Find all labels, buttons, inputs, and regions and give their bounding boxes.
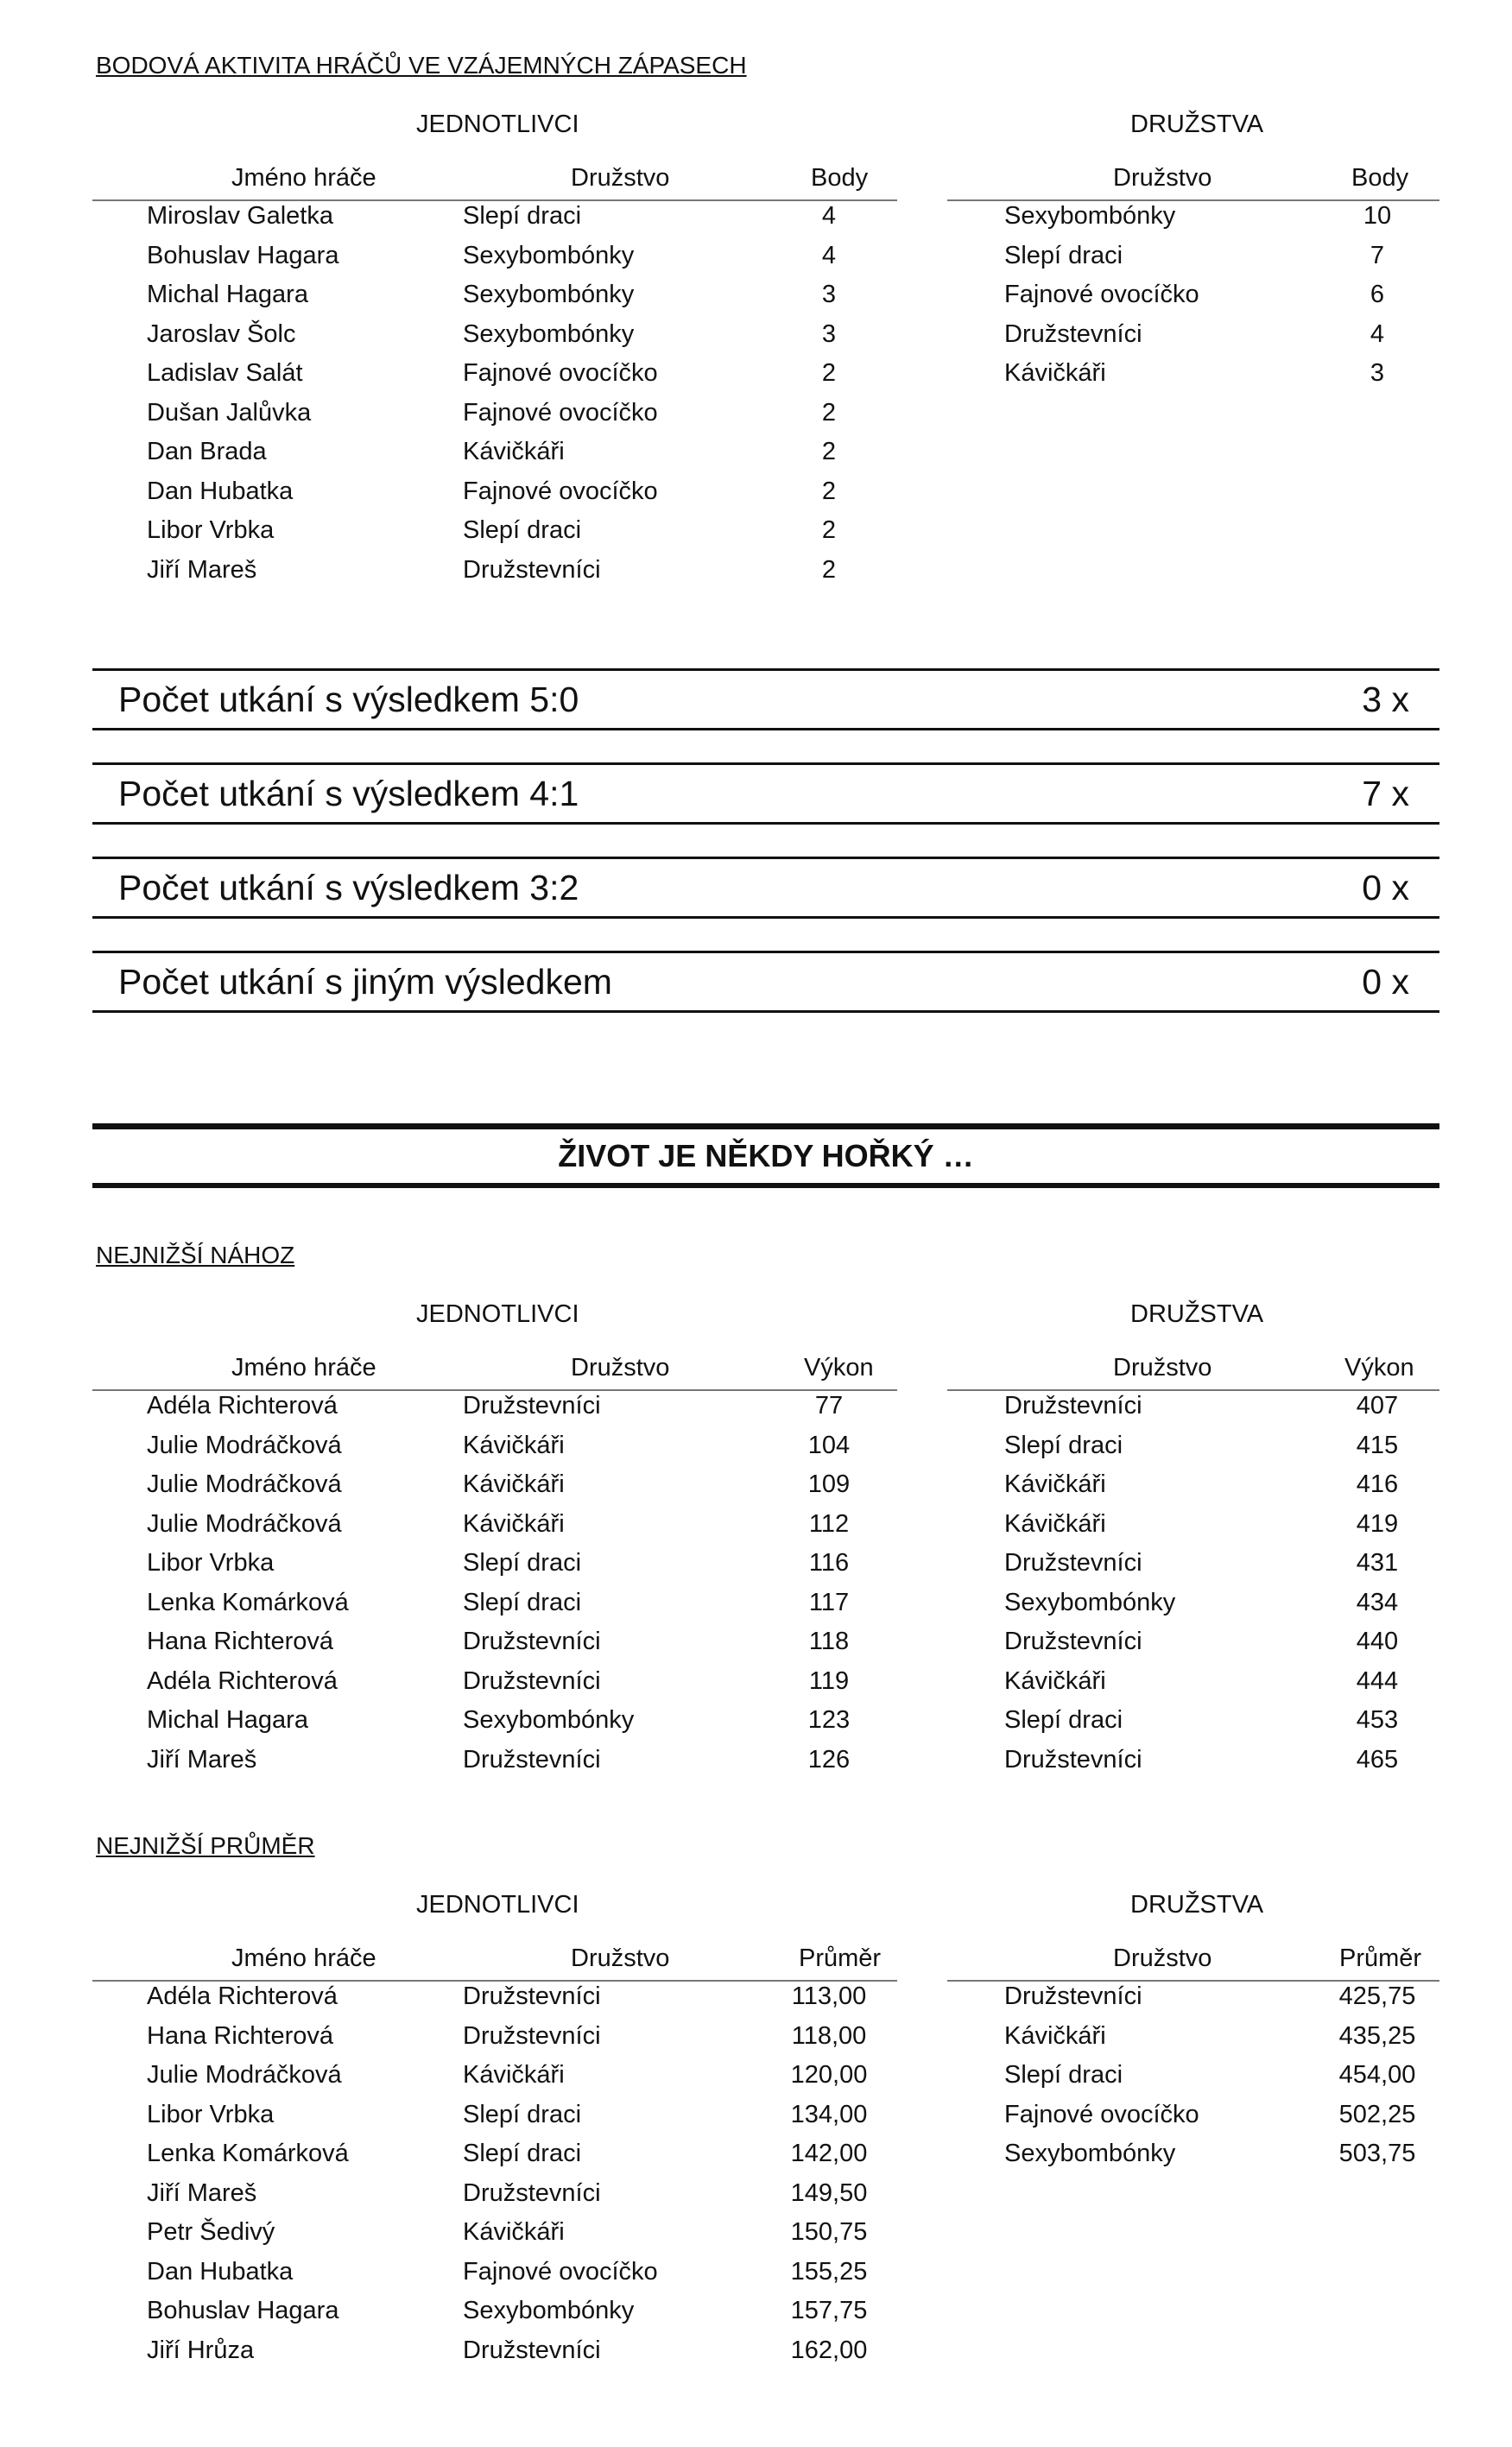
header-rule [947,1980,1439,1982]
row-team: Sexybombónky [1004,1588,1176,1616]
row-team: Družstevníci [463,1982,601,2010]
row-value: 2 [821,516,837,544]
row-team: Fajnové ovocíčko [1004,2100,1199,2128]
row-value: 3 [1370,359,1385,387]
row-name: Dan Brada [147,438,267,465]
row-value: 142,00 [790,2140,868,2167]
row-value: 4 [821,241,837,269]
col-header-team: Družstvo [1113,1944,1212,1972]
row-value: 77 [814,1392,844,1420]
header-rule [947,1389,1439,1391]
section-title-points: BODOVÁ AKTIVITA HRÁČŮ VE VZÁJEMNÝCH ZÁPASECH [96,52,747,79]
row-value: 4 [821,202,837,230]
row-value: 109 [807,1470,851,1498]
row-value: 453 [1356,1706,1399,1734]
row-team: Družstevníci [463,1745,601,1774]
row-value: 465 [1356,1745,1399,1774]
col-header-team: Družstvo [1113,164,1212,192]
row-name: Julie Modráčková [147,1470,342,1498]
row-team: Družstevníci [463,2336,601,2364]
count-value: 0 x [1362,962,1409,1002]
row-value: 431 [1356,1549,1399,1577]
header-rule [947,199,1439,201]
row-team: Fajnové ovocíčko [463,398,658,427]
row-name: Jiří Mareš [147,555,257,584]
row-name: Libor Vrbka [147,2100,275,2128]
banner [92,1123,1439,1188]
row-value: 435,25 [1338,2021,1416,2050]
row-name: Michal Hagara [147,1706,308,1734]
row-name: Jiří Mareš [147,2178,257,2207]
row-team: Slepí draci [1004,1431,1123,1459]
col-header-value: Průměr [1339,1944,1422,1972]
row-team: Sexybombónky [463,2297,635,2324]
row-value: 502,25 [1338,2100,1416,2128]
row-team: Slepí draci [463,2100,582,2128]
count-label: Počet utkání s jiným výsledkem [118,962,612,1002]
count-label: Počet utkání s výsledkem 3:2 [118,868,579,907]
row-value: 157,75 [790,2297,868,2324]
section-title-lowest-average: NEJNIŽŠÍ PRŮMĚR [96,1832,315,1859]
row-value: 2 [821,359,837,387]
row-name: Bohuslav Hagara [147,241,339,269]
row-name: Julie Modráčková [147,1509,342,1538]
group-label-teams: DRUŽSTVA [1130,1300,1264,1328]
row-name: Dan Hubatka [147,477,294,505]
row-team: Družstevníci [463,1628,601,1655]
row-value: 113,00 [791,1982,867,2010]
row-team: Kávičkáři [463,1431,565,1459]
row-name: Julie Modráčková [147,1431,342,1459]
row-name: Lenka Komárková [147,2140,349,2167]
row-team: Kávičkáři [463,2218,565,2246]
row-team: Družstevníci [1004,1982,1142,2010]
row-value: 162,00 [790,2336,868,2364]
row-team: Družstevníci [1004,1392,1142,1420]
row-team: Slepí draci [1004,241,1123,269]
row-value: 104 [807,1431,851,1459]
row-value: 3 [821,319,837,348]
row-team: Družstevníci [463,2021,601,2050]
row-value: 119 [808,1666,850,1695]
col-header-value: Body [1351,164,1409,192]
col-header-name: Jméno hráče [231,164,376,192]
row-value: 419 [1356,1509,1399,1538]
row-team: Slepí draci [1004,1706,1123,1734]
row-value: 407 [1356,1392,1399,1420]
row-value: 6 [1370,281,1385,308]
row-value: 112 [808,1509,850,1538]
group-label-individuals: JEDNOTLIVCI [416,111,579,138]
count-label: Počet utkání s výsledkem 4:1 [118,774,579,813]
row-team: Kávičkáři [1004,1509,1106,1538]
row-value: 4 [1370,319,1385,348]
count-value: 3 x [1362,680,1409,719]
count-value: 0 x [1362,868,1409,907]
col-header-name: Jméno hráče [231,1944,376,1972]
row-team: Kávičkáři [463,1470,565,1498]
row-team: Sexybombónky [463,281,635,308]
row-name: Ladislav Salát [147,359,303,387]
row-team: Slepí draci [463,2140,582,2167]
row-team: Kávičkáři [1004,1666,1106,1695]
row-team: Družstevníci [1004,319,1142,348]
header-rule [92,199,897,201]
row-team: Družstevníci [1004,1745,1142,1774]
row-value: 3 [821,281,837,308]
col-header-value: Výkon [804,1354,874,1382]
row-team: Fajnové ovocíčko [463,477,658,505]
row-value: 118 [808,1628,850,1655]
row-team: Družstevníci [463,1392,601,1420]
row-value: 118,00 [791,2021,867,2050]
row-value: 454,00 [1338,2061,1416,2089]
row-name: Petr Šedivý [147,2218,275,2246]
row-team: Družstevníci [1004,1628,1142,1655]
count-label: Počet utkání s výsledkem 5:0 [118,680,579,719]
header-rule [92,1389,897,1391]
row-value: 7 [1370,241,1385,269]
row-team: Slepí draci [463,1588,582,1616]
row-team: Sexybombónky [463,319,635,348]
row-team: Fajnové ovocíčko [463,359,658,387]
col-header-name: Jméno hráče [231,1354,376,1382]
header-rule [92,1980,897,1982]
group-label-individuals: JEDNOTLIVCI [416,1300,579,1328]
row-value: 440 [1356,1628,1399,1655]
col-header-value: Výkon [1344,1354,1414,1382]
section-title-lowest-throw: NEJNIŽŠÍ NÁHOZ [96,1242,295,1268]
group-label-individuals: JEDNOTLIVCI [416,1891,579,1919]
row-name: Miroslav Galetka [147,202,333,230]
row-value: 2 [821,477,837,505]
group-label-teams: DRUŽSTVA [1130,1891,1264,1919]
banner-text: ŽIVOT JE NĚKDY HOŘKÝ … [558,1138,974,1173]
row-team: Kávičkáři [463,2061,565,2089]
row-value: 415 [1356,1431,1399,1459]
row-team: Družstevníci [1004,1549,1142,1577]
row-value: 150,75 [790,2218,868,2246]
col-header-team: Družstvo [1113,1354,1212,1382]
row-name: Dan Hubatka [147,2257,294,2286]
row-value: 434 [1356,1588,1399,1616]
row-team: Kávičkáři [1004,359,1106,387]
row-name: Hana Richterová [147,2021,333,2050]
row-value: 126 [807,1745,851,1774]
count-value: 7 x [1362,774,1409,813]
row-team: Slepí draci [463,202,582,230]
row-name: Jaroslav Šolc [147,319,296,348]
row-team: Sexybombónky [463,1706,635,1734]
row-name: Dušan Jalůvka [147,398,312,427]
col-header-value: Body [811,164,869,192]
row-name: Julie Modráčková [147,2061,342,2089]
row-team: Sexybombónky [1004,2140,1176,2167]
col-header-team: Družstvo [571,1354,670,1382]
row-team: Sexybombónky [1004,202,1176,230]
row-team: Slepí draci [463,1549,582,1577]
row-team: Družstevníci [463,2178,601,2207]
count-row-other [92,951,1439,1013]
row-name: Adéla Richterová [147,1982,338,2010]
row-value: 134,00 [790,2100,868,2128]
col-header-team: Družstvo [571,164,670,192]
count-row-3-2 [92,857,1439,919]
col-header-team: Družstvo [571,1944,670,1972]
row-team: Slepí draci [463,516,582,544]
row-team: Kávičkáři [463,438,565,465]
row-value: 416 [1356,1470,1399,1498]
row-value: 503,75 [1338,2140,1416,2167]
row-value: 117 [808,1588,850,1616]
row-team: Kávičkáři [1004,1470,1106,1498]
count-row-4-1 [92,762,1439,825]
row-value: 2 [821,555,837,584]
group-label-teams: DRUŽSTVA [1130,111,1264,138]
count-row-5-0 [92,668,1439,730]
row-team: Fajnové ovocíčko [1004,281,1199,308]
row-team: Sexybombónky [463,241,635,269]
row-name: Hana Richterová [147,1628,333,1655]
row-value: 123 [807,1706,851,1734]
row-name: Jiří Hrůza [147,2336,255,2364]
row-name: Libor Vrbka [147,1549,275,1577]
row-value: 120,00 [790,2061,868,2089]
row-value: 149,50 [790,2178,868,2207]
row-team: Slepí draci [1004,2061,1123,2089]
row-value: 2 [821,398,837,427]
row-name: Adéla Richterová [147,1392,338,1420]
row-name: Libor Vrbka [147,516,275,544]
col-header-value: Průměr [799,1944,882,1972]
row-value: 425,75 [1338,1982,1416,2010]
row-name: Lenka Komárková [147,1588,349,1616]
row-team: Družstevníci [463,1666,601,1695]
row-value: 10 [1363,202,1392,230]
row-team: Fajnové ovocíčko [463,2257,658,2286]
row-name: Michal Hagara [147,281,308,308]
row-team: Kávičkáři [1004,2021,1106,2050]
row-name: Adéla Richterová [147,1666,338,1695]
row-value: 155,25 [790,2257,868,2286]
row-name: Bohuslav Hagara [147,2297,339,2324]
row-value: 444 [1356,1666,1399,1695]
row-team: Družstevníci [463,555,601,584]
row-team: Kávičkáři [463,1509,565,1538]
row-name: Jiří Mareš [147,1745,257,1774]
row-value: 116 [808,1549,850,1577]
row-value: 2 [821,438,837,465]
